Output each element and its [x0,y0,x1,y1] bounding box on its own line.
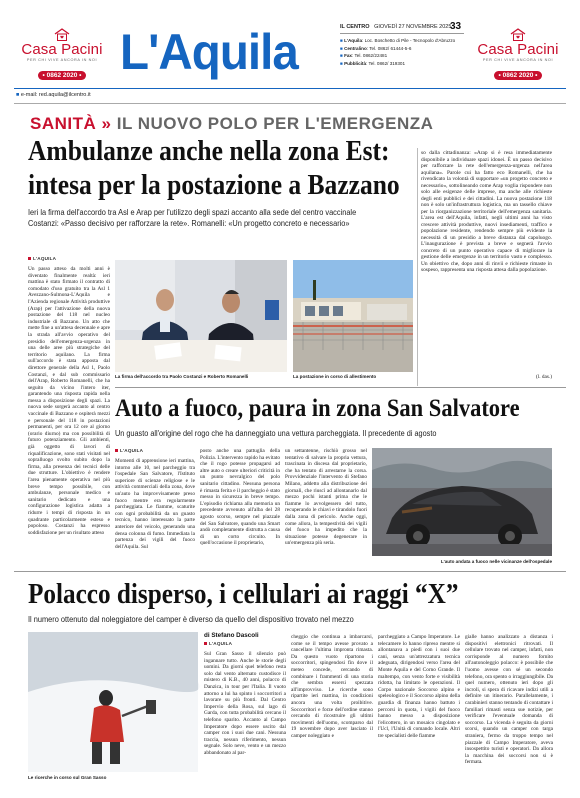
issue-date: GIOVEDÌ 27 NOVEMBRE 2025 [374,24,452,30]
location-tag: L'AQUILA [115,448,143,453]
masthead: L'Aquila [120,24,298,80]
kicker [30,114,433,134]
article3-headline: Polacco disperso, i cellulari ai raggi “X” [28,579,459,610]
photo-burned-car [372,448,552,556]
header-rule-top [340,33,464,34]
email-icon: ■ [16,92,20,98]
house-logo-icon [54,28,70,41]
contact-row: ■ Pubblicità: Tel. 0862/ 319301 [340,60,406,66]
article3-column1: Sul Gran Sasso il silenzio può ingannare tutto. Anche le storie degli uomini. Da giorni quel telefono resta solo dal vento alternato custodisce il mistero di K.B., 40 anni, polacco di Danzica, in tour per l'Italia. Il vuoto attorno a lui ha spinto i soccorritori a lavorare su più fronti. Dal Centro Impervio della Rosa, sul lago di Garda, con tutta probabilità cercano il telefono sparito. Accanto al Campo Imperatore dopo essere uscito dal camper con i suoi due cani. Nessuna traccia, nessun riferimento, nessun segnale. Solo neve, vento e un mezzo abbandonato al par- [204,651,286,756]
kicker-section: SANITÀ [30,114,97,133]
location-tag: L'AQUILA [28,256,56,261]
article3-column2: cheggio che continua a imbarcarsi, come se il tempo avesse provato a cancellare l'ultima impronta rimasta. Da questo vuoto ripartono i soccorritori, spingendosi fin dove il meteo concede, cercando di combinare i frammenti di una storia che sembra essersi spezzata all'improvviso. Le ricerche sono ripartite ieri mattina, in condizioni ancora una volta proibitive. Soccorritori e forze dell'ordine stanno cercando di ricostruire gli ultimi movimenti dell'uomo, scomparso dal 19 novembre dopo aver lasciato il camper noleggiato e [291,634,373,739]
page-number: 33 [450,21,462,32]
newspaper-strip [340,24,464,30]
headline-line2: intesa per la postazione a Bazzano [28,169,400,201]
section-divider-1 [115,387,566,388]
photo-signing-caption: La firma dell'accordo tra Paolo Costanzi e Roberto Romanelli [115,374,249,379]
contact-row: ■ Centralino: Tel. 0862/ 61444-5-6 [340,45,412,51]
article1-column-right: so dalla cittadinanza: «Arap si è resa immediatamente disponibile a individuare spazi idonei. È un passo decisivo per rafforzare la rete dell'emergenza-urgenza nell'area aquilana». Parole cui ha fatto eco Romanelli, che ha rivendicato la volontà di supportare «un progetto concreto e necessario», sottolineando come Arap voglia rispondere non solo alle esigenze delle imprese, ma anche alle richieste degli enti pubblici e dei cittadini. La nuova postazione 118 non è solo un'infrastruttura logistica, ma un tassello chiave per la riorganizzazione territoriale dell'emergenza sanitaria. L'area est dell'Aquila, infatti, negli ultimi anni ha visto crescere attività produttive, nuovi insediamenti, traffico e popolazione residente, rendendo sempre più evidente la necessità di un presidio a breve distanza dal capoluogo. L'inaugurazione è prevista a breve e segnerà l'avvio concreto di un punto operativo capace di migliorare la gestione delle emergenze in un territorio vasto e complesso. Un obiettivo che, dopo anni di rinvii e richieste rimaste in sospeso, rappresenta una risposta attesa dalla popolazione. [421,150,552,273]
article3-column4: gialle hanno analizzato a distanza i dispositivi elettronici ritrovati. Il cellulare trovato nel camper, infatti, non corrisponde al numero fornito all'autonoleggio polacco: è possibile che l'uomo avesse con sé un secondo telefono, ora spento o irraggiungibile. Da quel numero, ottenuto ieri dopo gli incroli, si spera di ricavare indizi utili a definire un itinerario. Parallelamente, i carabinieri stanno tentando di contattare i familiari rimasti senza sue notizie, per verificare l'eventuale domanda di soccorso. La vicenda è seguita da giorni scorsi, quando un camper con targa straniera, fermo da troppo tempo nel piazzale di Campo Imperatore, aveva insospettito turisti e operatori. Da allora la macchina dei soccorsi non si è fermata. [465,634,553,766]
headline-line1: Ambulanze anche nella zona Est: [28,135,390,167]
ad-brand: Casa Pacini [21,41,103,58]
kicker-text: IL NUOVO POLO PER L'EMERGENZA [116,114,434,133]
location-tag: L'AQUILA [204,641,232,646]
article2-subhead: Un guasto all'origine del rogo che ha danneggiato una vettura parcheggiata. Il precedente di agosto [115,428,437,438]
header-divider [14,88,566,89]
article1-right-rule [417,148,418,386]
newspaper-name: IL CENTRO [340,24,370,30]
ad-right[interactable] [470,28,566,80]
photo-site-caption: La postazione in corso di allestimento [293,374,377,379]
contact-row: ■ L'Aquila: Loc. Boschetto di Pile - Tecnopolo d'Abruzzo [340,38,456,43]
article1-column1: Un passo atteso da molti anni è diventato finalmente realtà: ieri mattina è stato firmato il contratto di comodato d'uso gratuito tra la Asl 1 Avezzano-Sulmona-L'Aquila e l'Azienda regionale Attività produttive (Arap) per l'attivazione della nuova postazione del 118 nel nucleo industriale di Bazzano. Un atto che mette fine a un'attesa decennale e apre la strada all'avvio operativo del presidio dell'emergenza-urgenza in una delle aree più strategiche del territorio aquilano. La firma sull'accordo è stata apposta dal direttore generale della Asl 1, Paolo Costanzi, e dal sub commissario dell'Arap, Roberto Romanelli, che ha seguito da vicino l'intero iter, garantendo una risposta rapida nella messa a disposizione degli spazi. La nuova sede sorgerà accanto al centro vaccinale di Bazzano e ospiterà mezzi e personale del 118 in postazioni permanenti, per ora 12 ore al giorno (orario diurno) ma con possibilità di futuro potenziamento. Gli ambienti, già oggetto di lavori di riqualificazione, sono stati visitati nel sopralluogo svolto subito dopo la firma, alla presenza dei tecnici delle due strutture. L'obiettivo è rendere l'area pienamente operativa nel più breve tempo possibile, con ambulanze, personale medico e sanitario dedicato e una configurazione logistica adatta a ridurre i tempi di risposta in un quadrante particolarmente esteso e popoloso. Costanzi ha espresso soddisfazione per un risultato atteso [28,266,110,536]
section-divider-2 [14,571,566,572]
photo-rescue [28,632,198,772]
ad-left[interactable] [14,28,110,80]
article2-column1: Momenti di apprensione ieri mattina, intorno alle 10, nel parcheggio tra l'ospedale San Salvatore, l'Istituto superiore di scienze religiose e le attività commerciali della zona, dove un'auto ha improvvisamente preso fuoco mentre era regolarmente parcheggiata. Le fiamme, scaturite con ogni probabilità da un guasto tecnico, hanno interessato la parte anteriore del veicolo, generando una densa colonna di fumo. Immediata la partenza dei vigili del fuoco dell'Aquila. Sul [115,458,195,550]
email-line[interactable]: ■ e-mail: red.aquila@ilcentro.it [16,92,91,98]
photo-rescue-caption: Le ricerche in corso sul Gran Sasso [28,775,107,780]
ad-tagline: PER CHI VIVE ANCORA IN NOI [26,58,98,62]
ad-phone: • 0862 2020 • [494,71,543,80]
subhead-line2: Costanzi: «Passo decisivo per rafforzare la rete». Romanelli: «Un progetto concreto e necessario» [28,218,350,228]
ad-phone: • 0862 2020 • [38,71,87,80]
article2-column2: posto anche una pattuglia della Polizia. L'intervento rapido ha evitato che il rogo potesse propagarsi ad altre auto o creare ulteriori criticità in un punto nevralgico del polo sanitario cittadino. Nessuna persona è rimasta ferita e il parcheggio è stato messo in sicurezza in breve tempo. L'episodio richiama alla memoria un precedente avvenuto all'alba del 28 agosto scorso, sempre nel piazzale del San Salvatore, quando una Smart andò completamente distrutta a causa di un corto circuito. In quell'occasione il proprietario, [200,448,280,547]
header-divider-2 [14,103,566,104]
article2-column3: un settantenne, rischiò grosso nel tentativo di salvare la propria vettura, trascinata in discesa dal proprietario, che ha tentato di arrestarne la corsa. Provvidenziale l'intervento di Stefano Milano, addetto alla distribuzione dei giornali, che riuscì ad allontanarlo dal mezzo pochi istanti prima che le fiamme lo avvolgessero del tutto, recuperando le chiavi e tirandolo fuori dalla zona di pericolo. Anche oggi, come allora, la tempestività dei vigili del fuoco ha impedito che la situazione potesse degenerare in un'emergenza più seria. [285,448,367,547]
article3-subhead: Il numero ottenuto dal noleggiatore del camper è diverso da quello del dispositivo trovato nel mezzo [28,614,354,624]
house-logo-icon [510,28,526,41]
kicker-sep: » [101,114,112,133]
photo-site [293,260,413,372]
subhead-line1: Ieri la firma dell'accordo tra Asl e Arap per l'utilizzo degli spazi accanto alla sede del centro vaccinale [28,207,357,217]
byline: di Stefano Dascoli [204,632,259,639]
article3-column3: parcheggiato a Campo Imperatore. Le telecamere lo hanno ripreso mentre si allontanava a piedi con i suoi due cani, senza un'attrezzatura tecnica adeguata, dirigendosi verso l'area del Monte Aquila e del Corno Grande. Il maltempo, con vento forte e visibilità ridotta, ha limitato le operazioni. Il Corpo nazionale Soccorso alpino e speleologico e il Soccorso alpino della guardia di finanza hanno battuto i percorsi in quota, i vigili del fuoco hanno messo a disposizione l'elicottero, in un mosaico cingolato e l'Ucl, l'Unità di comando locale. Altri tre specialisti delle fiamme [378,634,460,739]
contacts-box [340,37,464,67]
contact-row: ■ Fax: Tel. 0862/22481 [340,53,388,59]
photo-burned-car-caption: L'auto andata a fuoco nelle vicinanze dell'ospedale [440,559,552,564]
ad-tagline: PER CHI VIVE ANCORA IN NOI [482,58,554,62]
ad-brand: Casa Pacini [477,41,559,58]
author-signature: (l. das.) [535,374,552,380]
article2-headline: Auto a fuoco, paura in zona San Salvatore [115,395,520,422]
photo-signing [115,260,287,372]
